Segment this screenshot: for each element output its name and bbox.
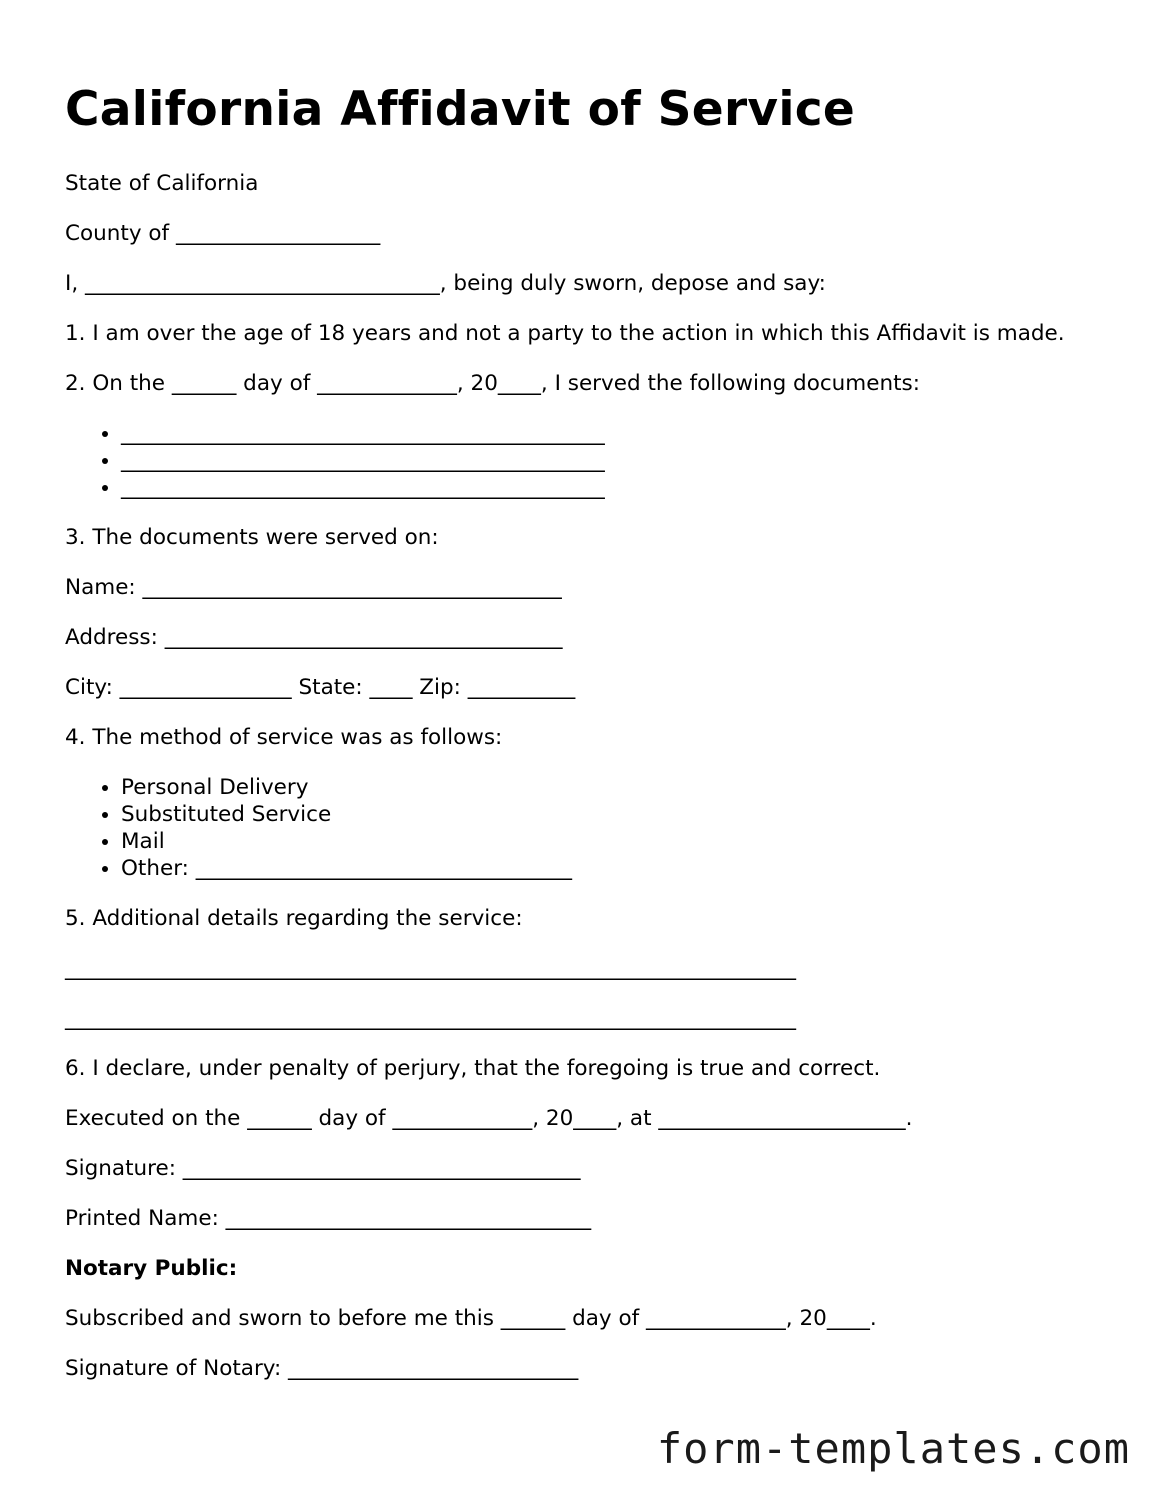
item-3-served-on: 3. The documents were served on:: [65, 525, 439, 550]
list-item: • _____________________________________________: [121, 420, 1105, 447]
subscribed-sworn-line: Subscribed and sworn to before me this ______ day of _____________, 20____.: [65, 1306, 877, 1331]
item-5-additional-details: 5. Additional details regarding the service:: [65, 906, 523, 931]
item-6-declaration: 6. I declare, under penalty of perjury, that the foregoing is true and correct.: [65, 1056, 881, 1081]
list-item: • _____________________________________________: [121, 474, 1105, 501]
list-item: • Personal Delivery: [121, 774, 1105, 801]
county-line: County of ___________________: [65, 221, 381, 246]
affidavit-document: [65, 80, 1105, 1405]
signature-line: Signature: _____________________________________: [65, 1156, 581, 1181]
address-field-line: Address: _____________________________________: [65, 625, 563, 650]
item-4-method-of-service: 4. The method of service was as follows:: [65, 725, 503, 750]
item-1-age-statement: 1. I am over the age of 18 years and not a party to the action in which this Affidavit is made.: [65, 321, 1065, 346]
city-state-zip-line: City: ________________ State: ____ Zip: __________: [65, 675, 576, 700]
affiant-line: I, _________________________________, being duly sworn, depose and say:: [65, 271, 826, 296]
name-field-line: Name: _______________________________________: [65, 575, 562, 600]
details-blank-line-2: ____________________________________________________________________: [65, 1006, 796, 1031]
state-line: State of California: [65, 171, 259, 196]
notary-signature-line: Signature of Notary: ___________________________: [65, 1356, 579, 1381]
list-item: • _____________________________________________: [121, 447, 1105, 474]
executed-on-line: Executed on the ______ day of _____________, 20____, at _______________________.: [65, 1106, 913, 1131]
list-item: • Substituted Service: [121, 801, 1105, 828]
document-title: California Affidavit of Service: [65, 82, 856, 137]
list-item: • Mail: [121, 828, 1105, 855]
methods-list: [65, 774, 1105, 882]
documents-list: [65, 420, 1105, 501]
printed-name-line: Printed Name: __________________________________: [65, 1206, 592, 1231]
watermark: form-templates.com: [656, 1424, 1130, 1473]
details-blank-line-1: ____________________________________________________________________: [65, 956, 796, 981]
notary-heading: Notary Public:: [65, 1256, 238, 1281]
item-2-service-date: 2. On the ______ day of _____________, 20____, I served the following documents:: [65, 371, 920, 396]
list-item: • Other: ___________________________________: [121, 855, 1105, 882]
